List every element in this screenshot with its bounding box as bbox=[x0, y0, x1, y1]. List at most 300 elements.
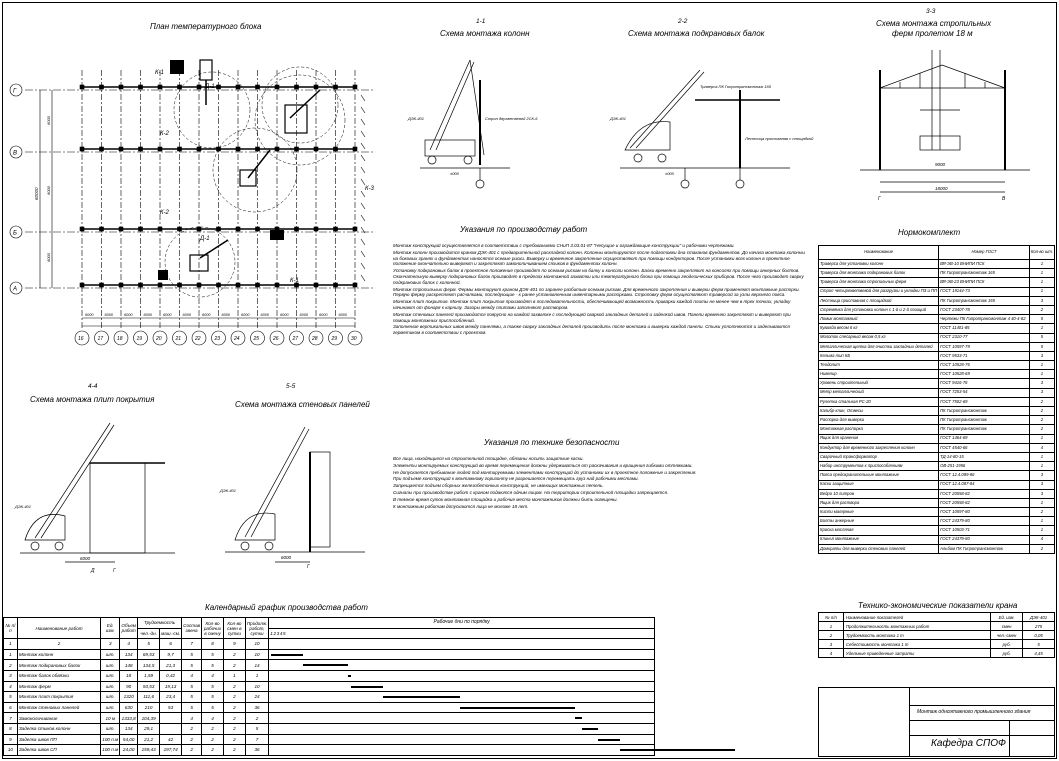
calendar-cell: 14 bbox=[245, 660, 268, 671]
calendar-row bbox=[4, 681, 655, 692]
calendar-colnum-1: 2 bbox=[17, 639, 100, 650]
instruction-paragraph-1: Монтаж колонн производится краном ДЭК-401 с предварительной раскладкой колонн. Колонны монтируются после подготовки дна стаканов фундаментов. До начала монтажа колонны на боковых гранях и фундаментах наносятся осевые риски. Выверку и временное закрепление осуществляют при помощи кондукторов. После установки всех колонн в проектное положение окончательно выверяют и закрепляют замоноличиванием стыков в фундаментах колонн. bbox=[393, 249, 805, 267]
normset-row bbox=[819, 443, 1055, 452]
normset-cell: ГОСТ 10528-69 bbox=[939, 370, 1030, 379]
normset-cell: ГОСТ 10503-71 bbox=[939, 526, 1030, 535]
normset-cell: Кувалда весом 6 кг bbox=[819, 324, 939, 333]
calendar-cell: 100 п.м bbox=[101, 745, 120, 756]
calendar-cell: 5 bbox=[4, 692, 18, 703]
plan-col-16: 16 bbox=[78, 336, 84, 342]
calendar-cell: 2 bbox=[202, 723, 224, 734]
safety-line-0: Все лица, находящиеся на строительной площадке, обязаны носить защитные каски. bbox=[393, 456, 584, 461]
axis-4-4-0: Д bbox=[91, 568, 95, 574]
calendar-cell: шт. bbox=[101, 702, 120, 713]
tep-cell: Ед. изм. bbox=[991, 613, 1023, 622]
normset-cell: ГОСТ 4540-66 bbox=[939, 443, 1030, 452]
normset-cell: ВЯ-ЭВ-10 ВНИПИ ПСК bbox=[939, 260, 1030, 269]
axis-3-3-1: В bbox=[1002, 196, 1006, 202]
normset-row bbox=[819, 517, 1055, 526]
plan-drawing bbox=[0, 0, 380, 380]
calendar-cell: 5 bbox=[202, 660, 224, 671]
plan-step-dim: 6000 bbox=[221, 313, 230, 317]
calendar-colnum-7: 8 bbox=[202, 639, 224, 650]
normset-cell: ТД-14-80-15 bbox=[939, 452, 1030, 461]
normset-cell: 5 bbox=[1029, 315, 1054, 324]
calendar-cell: 10 bbox=[245, 681, 268, 692]
section-4-4-drawing bbox=[15, 408, 185, 574]
normset-cell: Чертежи ПК Гипротрансмонтаж 4 40-4-82 bbox=[939, 315, 1030, 324]
calendar-cell: 630 bbox=[120, 702, 138, 713]
plan-total-dim: 60000 bbox=[34, 187, 39, 200]
plan-mark-5: Д-1 bbox=[200, 236, 210, 242]
calendar-title: Календарный график производства работ bbox=[205, 603, 368, 612]
normset-row bbox=[819, 489, 1055, 498]
normset-cell: Пояса предохранительные монтажные bbox=[819, 471, 939, 480]
calendar-cell: 54,00 bbox=[120, 734, 138, 745]
plan-col-17: 17 bbox=[97, 336, 104, 342]
normset-cell: Болты анкерные bbox=[819, 517, 939, 526]
safety-line-7: К монтажным работам допускаются лица не моложе 18 лет. bbox=[393, 503, 529, 509]
normset-cell: Распорка для выверки bbox=[819, 416, 939, 425]
tep-cell: Удельные приведенные затраты bbox=[843, 649, 990, 658]
normset-cell: ГОСТ 23407-78 bbox=[939, 305, 1030, 314]
calendar-day: 4 bbox=[279, 630, 283, 636]
calendar-cell: 5 bbox=[182, 692, 202, 703]
gantt-bar bbox=[460, 707, 575, 709]
strap-label-1-1: Строп двухветвевой 2СК-6 bbox=[485, 116, 538, 121]
gantt-bar bbox=[575, 717, 581, 719]
tep-table bbox=[818, 612, 1055, 658]
calendar-head-5: Состав звена bbox=[182, 618, 202, 639]
plan-step-dim: 6000 bbox=[319, 313, 328, 317]
tep-head bbox=[819, 613, 1055, 622]
section-1-1-number: 1-1 bbox=[476, 18, 486, 25]
calendar-gantt-cell bbox=[269, 649, 655, 660]
calendar-cell: 134,5 bbox=[138, 660, 160, 671]
normset-cell: 5 bbox=[1029, 342, 1054, 351]
normset-cell: Краска масляная bbox=[819, 526, 939, 535]
calendar-cell: 7 bbox=[4, 713, 18, 724]
calendar-cell: 5 bbox=[202, 692, 224, 703]
calendar-cell: шт. bbox=[101, 723, 120, 734]
calendar-cell: шт. bbox=[101, 660, 120, 671]
normset-row bbox=[819, 351, 1055, 360]
calendar-head-7: Кол-во смен в сутки bbox=[223, 618, 245, 639]
normset-row bbox=[819, 434, 1055, 443]
normset-cell: 2 bbox=[1029, 397, 1054, 406]
normset-cell: Кельма тип КБ bbox=[819, 351, 939, 360]
calendar-gantt-cell bbox=[269, 681, 655, 692]
normset-cell: ПК Гипротрансмонтаж bbox=[939, 416, 1030, 425]
tep-cell: Продолжительность монтажных работ bbox=[843, 622, 990, 631]
normset-cell: 2 bbox=[1029, 416, 1054, 425]
normset-row bbox=[819, 508, 1055, 517]
calendar-row bbox=[4, 723, 655, 734]
calendar-cell: 24,00 bbox=[120, 745, 138, 756]
calendar-cell: 5 bbox=[202, 702, 224, 713]
mark0-2-2: ±000 bbox=[665, 171, 674, 176]
normset-cell: 2 bbox=[1029, 544, 1054, 553]
plan-col-18: 18 bbox=[117, 336, 123, 342]
calendar-cell: 10 bbox=[4, 745, 18, 756]
calendar-cell: 9,7 bbox=[160, 649, 182, 660]
normset-cell: 1 bbox=[1029, 526, 1054, 535]
normset-cell: ГОСТ 9416-76 bbox=[939, 379, 1030, 388]
normset-cell: 3 bbox=[1029, 351, 1054, 360]
calendar-cell: 10 bbox=[245, 649, 268, 660]
plan-col-25: 25 bbox=[253, 336, 260, 342]
normset-cell: ГОСТ 10528-76 bbox=[939, 361, 1030, 370]
calendar-cell: 2 bbox=[223, 660, 245, 671]
calendar-cell: 2 bbox=[4, 660, 18, 671]
calendar-gantt-cell bbox=[269, 670, 655, 681]
normset-cell: Траверса для установки колонн bbox=[819, 260, 939, 269]
normset-cell: 1 bbox=[1029, 462, 1054, 471]
calendar-cell: 111,6 bbox=[138, 692, 160, 703]
calendar-cell: 2 bbox=[223, 649, 245, 660]
calendar-colnum-chart bbox=[269, 639, 655, 650]
calendar-cell: 6 bbox=[4, 702, 18, 713]
normset-cell: 1 bbox=[1029, 452, 1054, 461]
calendar-cell: 2 bbox=[223, 745, 245, 756]
calendar-gantt-cell bbox=[269, 723, 655, 734]
plan-step-dim: 6000 bbox=[338, 313, 347, 317]
plan-col-29: 29 bbox=[331, 336, 338, 342]
normset-row bbox=[819, 498, 1055, 507]
calendar-row bbox=[4, 649, 655, 660]
tep-row bbox=[819, 622, 1055, 631]
gantt-bar bbox=[351, 686, 383, 688]
calendar-cell: 0,42 bbox=[160, 670, 182, 681]
crane-label-1-1: ДЭК-401 bbox=[408, 116, 424, 121]
normset-row bbox=[819, 296, 1055, 305]
calendar-cell: Монтаж ферм bbox=[17, 681, 100, 692]
normset-cell: 1 bbox=[1029, 324, 1054, 333]
calendar-row bbox=[4, 670, 655, 681]
normset-cell: Метр металлический bbox=[819, 388, 939, 397]
plan-col-27: 27 bbox=[292, 336, 299, 342]
normset-cell: 4 bbox=[1029, 443, 1054, 452]
calendar-cell bbox=[160, 723, 182, 734]
normset-cell: ПК Гипротрансмонтаж 155 bbox=[939, 296, 1030, 305]
tep-row bbox=[819, 640, 1055, 649]
calendar-cell: 2 bbox=[223, 734, 245, 745]
gantt-bar bbox=[620, 749, 735, 751]
normset-cell: Альбом ПК Гипротрансмонтаж bbox=[939, 544, 1030, 553]
normset-row bbox=[819, 480, 1055, 489]
normset-cell: ОВ-251-1956 bbox=[939, 462, 1030, 471]
plan-row-3: А bbox=[13, 286, 18, 293]
normset-cell: ГОСТ 20558-82 bbox=[939, 489, 1030, 498]
tep-cell: Себестоимость монтажа 1 т bbox=[843, 640, 990, 649]
calendar-gantt-cell bbox=[269, 660, 655, 671]
normset-row bbox=[819, 379, 1055, 388]
calendar-cell: 69,53 bbox=[138, 649, 160, 660]
title-block bbox=[818, 687, 1055, 757]
calendar-cell: 5 bbox=[182, 702, 202, 713]
calendar-cell: 93,53 bbox=[138, 681, 160, 692]
stamp-object: Монтаж одноэтажного промышленного здания bbox=[917, 709, 1031, 715]
calendar-row bbox=[4, 734, 655, 745]
plan-mark-2: К-2 bbox=[160, 210, 169, 216]
plan-step-dim: 6000 bbox=[104, 313, 113, 317]
tep-cell: 0,05 bbox=[1023, 631, 1055, 640]
normset-cell: ГОСТ 20558-82 bbox=[939, 498, 1030, 507]
calendar-cell: 7 bbox=[245, 734, 268, 745]
normset-row bbox=[819, 315, 1055, 324]
normset-row bbox=[819, 471, 1055, 480]
normset-cell: 3 bbox=[1029, 471, 1054, 480]
calendar-cell: 2 bbox=[223, 702, 245, 713]
calendar-cell: 36 bbox=[245, 745, 268, 756]
safety-line-3: При подъеме конструкций к монтажному горизонту не разрешается перемещать груз над рабочими местами. bbox=[393, 476, 639, 482]
calendar-cell: 5 bbox=[202, 681, 224, 692]
normset-cell: ГОСТ 1464-69 bbox=[939, 434, 1030, 443]
normset-row bbox=[819, 342, 1055, 351]
normset-row bbox=[819, 462, 1055, 471]
dim-18000-3-3: 18000 bbox=[935, 186, 948, 191]
calendar-cell: 4 bbox=[182, 713, 202, 724]
normset-cell: 1 bbox=[1029, 260, 1054, 269]
plan-step-dim: 6000 bbox=[202, 313, 211, 317]
plan-row-0: Г bbox=[13, 88, 17, 95]
normset-cell: 1 bbox=[1029, 287, 1054, 296]
tep-cell: 1 bbox=[819, 622, 844, 631]
safety-title: Указания по технике безопасности bbox=[484, 438, 620, 447]
calendar-cell: 42 bbox=[160, 734, 182, 745]
calendar-cell: 24 bbox=[245, 692, 268, 703]
calendar-cell: 1333,8 bbox=[120, 713, 138, 724]
calendar-head-1: Наименование работ bbox=[17, 618, 100, 639]
tep-cell: 2 bbox=[819, 631, 844, 640]
normset-cell: 3 bbox=[1029, 379, 1054, 388]
calendar-cell: Заделка стыков колонн bbox=[17, 723, 100, 734]
calendar-cell: 2 bbox=[223, 681, 245, 692]
tep-row bbox=[819, 631, 1055, 640]
calendar-day: 3 bbox=[276, 630, 280, 636]
tep-cell: руб. bbox=[991, 649, 1023, 658]
mark0-1-1: ±000 bbox=[450, 171, 459, 176]
calendar-gantt-cell bbox=[269, 713, 655, 724]
calendar-cell: 18 bbox=[120, 670, 138, 681]
instruction-paragraph-5: Монтаж стеновых панелей производится поярусно на каждой захватке с последующей сваркой закладных деталей и заделкой швов. Панели временно закрепляют и выверяют при помощи монтажных приспособлений. bbox=[393, 311, 791, 323]
plan-mark-4: К-3 bbox=[365, 186, 374, 192]
calendar-cell bbox=[160, 713, 182, 724]
calendar-cell: 1 bbox=[245, 670, 268, 681]
normset-cell: ПК Гипротрансмонтаж bbox=[939, 407, 1030, 416]
plan-step-dim: 6000 bbox=[241, 313, 250, 317]
calendar-cell: Заделка швов СП bbox=[17, 745, 100, 756]
normset-cell: 3 bbox=[1029, 489, 1054, 498]
normset-cell: Траверса для монтажа стропильных ферм bbox=[819, 278, 939, 287]
calendar-colnum-4b: 6 bbox=[160, 639, 182, 650]
normset-cell: 5 bbox=[1029, 333, 1054, 342]
plan-col-22: 22 bbox=[195, 336, 201, 342]
calendar-cell: 29,1 bbox=[138, 723, 160, 734]
calendar-cell: 90 bbox=[120, 681, 138, 692]
normset-head-1: Номер ГОСТ bbox=[939, 246, 1030, 260]
calendar-cell: шт. bbox=[101, 649, 120, 660]
normset-row bbox=[819, 278, 1055, 287]
normset-cell: ПК Гипротрансмонтаж 165 bbox=[939, 269, 1030, 278]
normset-cell: Калибр-клин, Отвесы bbox=[819, 407, 939, 416]
calendar-cell: 134 bbox=[120, 723, 138, 734]
safety-line-2: Не допускается пребывание людей под монтируемыми элементами конструкций до установки их в проектное положение и закрепления. bbox=[393, 469, 697, 475]
calendar-gantt-cell bbox=[269, 734, 655, 745]
instructions-title: Указания по производству работ bbox=[460, 225, 588, 234]
plan-col-23: 23 bbox=[214, 336, 221, 342]
instruction-paragraph-0: Монтаж конструкций осуществляется в соответствии с требованиями СНиП 3.03.01-87 "Несущие и ограждающие конструкции" и рабочими чертежами. bbox=[393, 243, 735, 248]
dim-9000-3-3: 9000 bbox=[935, 162, 946, 167]
calendar-cell: 5 bbox=[182, 649, 202, 660]
calendar-head-9: Рабочие дни по порядку bbox=[269, 618, 655, 629]
normset-cell: ГОСТ 7253-54 bbox=[939, 388, 1030, 397]
calendar-cell: шт. bbox=[101, 670, 120, 681]
section-1-1-drawing bbox=[400, 40, 570, 190]
tep-cell: 5 bbox=[1023, 640, 1055, 649]
normset-row bbox=[819, 452, 1055, 461]
calendar-cell: 21,2 bbox=[138, 734, 160, 745]
gantt-bar bbox=[271, 654, 303, 656]
normset-cell: Теодолит bbox=[819, 361, 939, 370]
calendar-head-3: Объем работ bbox=[120, 618, 138, 639]
calendar-colnum-0: 1 bbox=[4, 639, 18, 650]
crane-label-2-2: ДЭК-401 bbox=[610, 116, 626, 121]
tep-cell: № п/п bbox=[819, 613, 844, 622]
calendar-cell: 2 bbox=[182, 723, 202, 734]
normset-row bbox=[819, 535, 1055, 544]
instruction-paragraph-2: Установку подкрановых балок в проектное положение производят по осевым рискам на балку и консоли колонн. Балки временно закрепляют на консолях при помощи анкерных болтов. Окончательную выверку подкрановых балок производят в пределах монтажной захватки или температурного блока при помощи геодезических приборов. После чего производят сварку подкрановых балок с колонной. bbox=[393, 268, 804, 285]
calendar-cell: Монтаж балок обвязки bbox=[17, 670, 100, 681]
plan-step-dim: 6000 bbox=[163, 313, 172, 317]
normset-row bbox=[819, 370, 1055, 379]
normset-cell: ГОСТ 10597-79 bbox=[939, 342, 1030, 351]
calendar-cell: 2 bbox=[223, 713, 245, 724]
calendar-row bbox=[4, 745, 655, 756]
plan-col-30: 30 bbox=[351, 336, 357, 342]
safety-line-1: Элементы монтируемых конструкций во время перемещения должны удерживаться от раскачивания и вращения гибкими оттяжками. bbox=[393, 462, 693, 468]
normset-cell: Рулетка стальная РС-20 bbox=[819, 397, 939, 406]
normset-row bbox=[819, 416, 1055, 425]
tep-cell: чел.-смен bbox=[991, 631, 1023, 640]
instructions-text bbox=[393, 243, 808, 425]
plan-step-dim: 6000 bbox=[299, 313, 308, 317]
calendar-cell: 5 bbox=[182, 660, 202, 671]
section-4-4-number: 4-4 bbox=[88, 383, 98, 390]
calendar-row bbox=[4, 692, 655, 703]
normset-cell: Ведро 10 литров bbox=[819, 489, 939, 498]
normset-cell: 3 bbox=[1029, 296, 1054, 305]
dim-6000-4-4: 6000 bbox=[80, 556, 91, 561]
calendar-cell: 2 bbox=[202, 745, 224, 756]
normset-cell: Ломик монтажный bbox=[819, 315, 939, 324]
calendar-cell: 134 bbox=[120, 649, 138, 660]
normset-cell: ГОСТ 24379-80 bbox=[939, 535, 1030, 544]
plan-step-dim: 6000 bbox=[182, 313, 191, 317]
calendar-cell: Монтаж плит покрытия bbox=[17, 692, 100, 703]
calendar-cell: шт. bbox=[101, 681, 120, 692]
axis-4-4-1: Г bbox=[113, 568, 116, 574]
tep-cell: руб. bbox=[991, 640, 1023, 649]
section-5-5-number: 5-5 bbox=[286, 383, 296, 390]
normset-cell: 2 bbox=[1029, 425, 1054, 434]
normset-head-0: Наименование bbox=[819, 246, 939, 260]
normset-row bbox=[819, 324, 1055, 333]
calendar-cell: 2 bbox=[223, 692, 245, 703]
calendar-colnum-2: 3 bbox=[101, 639, 120, 650]
normset-cell: 1 bbox=[1029, 517, 1054, 526]
plan-mark-3: К-1 bbox=[290, 278, 299, 284]
calendar-gantt-cell bbox=[269, 745, 655, 756]
normset-row bbox=[819, 260, 1055, 269]
plan-col-19: 19 bbox=[136, 336, 143, 342]
plan-col-28: 28 bbox=[312, 336, 318, 342]
normset-cell: 1 bbox=[1029, 361, 1054, 370]
plan-col-21: 21 bbox=[175, 336, 182, 342]
tep-cell: Трудоемкость монтажа 1 т bbox=[843, 631, 990, 640]
normset-row bbox=[819, 388, 1055, 397]
normset-cell: Каски защитные bbox=[819, 480, 939, 489]
normset-row bbox=[819, 361, 1055, 370]
calendar-gantt-cell bbox=[269, 692, 655, 703]
tep-row bbox=[819, 649, 1055, 658]
normset-cell: ГОСТ 12.4.087-84 bbox=[939, 480, 1030, 489]
calendar-cell: 100 п.м bbox=[101, 734, 120, 745]
normset-cell: ГОСТ 7502-69 bbox=[939, 397, 1030, 406]
crane-label-5-5: ДЭК-401 bbox=[220, 488, 236, 493]
normset-cell: ГОСТ 10597-80 bbox=[939, 508, 1030, 517]
plan-col-24: 24 bbox=[234, 336, 240, 342]
section-3-3-drawing bbox=[840, 40, 1050, 200]
calendar-cell: Монтаж стеновых панелей bbox=[17, 702, 100, 713]
normset-cell: ГОСТ 9533-71 bbox=[939, 351, 1030, 360]
calendar-cell: 1 bbox=[4, 649, 18, 660]
ladder-label-2-2: Лестница приставная с площадкой bbox=[745, 136, 814, 141]
calendar-cell: шт. bbox=[101, 692, 120, 703]
normset-cell: 1 bbox=[1029, 370, 1054, 379]
normset-cell: Кондуктор для временного закрепления колонн bbox=[819, 443, 939, 452]
calendar-head-2: Ед. изм. bbox=[101, 618, 120, 639]
calendar-row bbox=[4, 713, 655, 724]
normset-cell: ГОСТ 24379-80 bbox=[939, 517, 1030, 526]
calendar-cell: Замоноличивание bbox=[17, 713, 100, 724]
gantt-bar bbox=[303, 664, 348, 666]
tep-cell: 3 bbox=[819, 640, 844, 649]
normset-row bbox=[819, 269, 1055, 278]
crane-label-4-4: ДЭК-401 bbox=[15, 504, 31, 509]
plan-step-dim: 6000 bbox=[260, 313, 269, 317]
calendar-colnum-9: 10 bbox=[245, 639, 268, 650]
calendar-cell: 5 bbox=[182, 681, 202, 692]
normset-cell: Монтажная распорка bbox=[819, 425, 939, 434]
traverse-label-2-2: Траверса ПК Гипротрансмонтаж 165 bbox=[700, 84, 771, 89]
calendar-day: 1 bbox=[270, 630, 273, 636]
normset-cell: 2 bbox=[1029, 305, 1054, 314]
normset-row bbox=[819, 287, 1055, 296]
tep-cell: 275 bbox=[1023, 622, 1055, 631]
calendar-row bbox=[4, 702, 655, 713]
calendar-cell: 4 bbox=[202, 670, 224, 681]
plan-step-dim: 6000 bbox=[280, 313, 289, 317]
plan-span-dim-0: 6000 bbox=[46, 116, 51, 125]
axis-3-3-0: Г bbox=[878, 196, 881, 202]
normset-row bbox=[819, 333, 1055, 342]
section-3-3-title-b: ферм пролетом 18 м bbox=[892, 29, 973, 38]
calendar-cell: 148 bbox=[120, 660, 138, 671]
plan-step-dim: 6000 bbox=[143, 313, 152, 317]
tep-cell: 4,45 bbox=[1023, 649, 1055, 658]
tep-title: Технико-экономические показатели крана bbox=[858, 601, 1018, 610]
